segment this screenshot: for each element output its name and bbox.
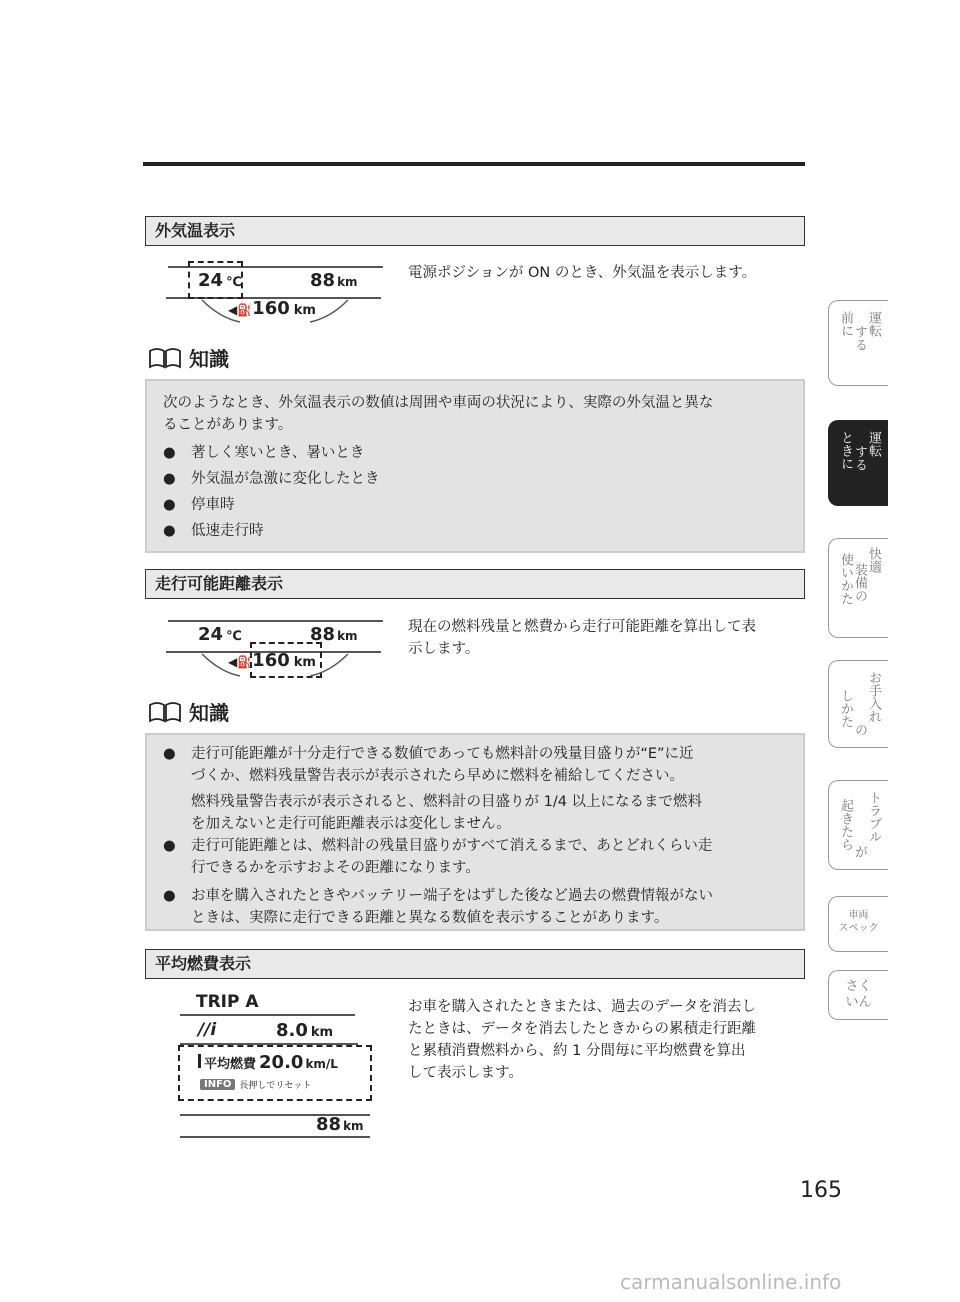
section-title-avg-fuel: 平均燃費表示	[145, 949, 805, 979]
side-tab-specs[interactable]: 車両 スペック	[828, 896, 888, 952]
outside-temp-description: 電源ポジションが ON のとき、外気温を表示します。	[408, 265, 757, 281]
side-tab-while-driving[interactable]: 運転 する ときに	[828, 420, 888, 506]
avg-value: 20.0	[259, 1052, 304, 1073]
knowledge-title-2: 知識	[189, 701, 229, 725]
avg-label: 平均燃費	[204, 1057, 257, 1072]
fuel-pump-icon: ◀⛽	[228, 655, 253, 669]
knowledge-box-1	[145, 379, 805, 553]
section-title-outside-temp: 外気温表示	[145, 216, 805, 246]
display-outside-temp	[160, 256, 390, 326]
knowledge-box-2	[145, 733, 805, 931]
page-number: 165	[800, 1178, 842, 1203]
avg-unit: km/L	[305, 1057, 338, 1071]
odo-unit: km	[337, 629, 358, 643]
list-item: ● 走行可能距離が十分走行できる数値であっても燃料計の残量目盛りが“E”に近 づくか、燃料残量警告表示が表示されたら早めに燃料を補給してください。 燃料残量警告表示が表示されると、燃料計の目盛りが 1/4 以上になるまで燃料 を加えないと走行可能距離表示は変化しません。	[163, 746, 703, 832]
avg-fuel-description: お車を購入されたときまたは、過去のデータを消去し たときは、データを消去したときからの累積走行距離 と累積消費燃料から、約 1 分間毎に平均燃費を算出 して表示します。	[408, 999, 756, 1081]
odo-value: 88	[310, 270, 336, 291]
info-badge: INFO	[200, 1079, 235, 1090]
list-item: ● 走行可能距離とは、燃料計の残量目盛りがすべて消えるまで、あとどれくらい走 行できるかを示すおよその距離になります。	[163, 838, 713, 876]
odo-unit: km	[343, 1119, 364, 1133]
trip-label: TRIP A	[196, 992, 259, 1012]
fuel-pump-icon: ◀⛽	[228, 303, 253, 317]
range-value: 160	[252, 298, 290, 319]
list-item: ● 著しく寒いとき、暑いとき	[163, 445, 365, 461]
odo-value: 88	[310, 624, 336, 645]
side-tab-trouble[interactable]: トラブル が 起きたら	[828, 780, 888, 870]
footer-watermark: carmanualsonline.info	[620, 1270, 842, 1294]
odo-unit: km	[337, 275, 358, 289]
knowledge-1-intro-line-1: 次のようなとき、外気温表示の数値は周囲や車両の状況により、実際の外気温と異な	[163, 395, 714, 411]
list-item: ● お車を購入されたときやバッテリー端子をはずした後など過去の燃費情報がない ときは、実際に走行できる距離と異なる数値を表示することがあります。	[163, 888, 713, 926]
list-item: ● 外気温が急激に変化したとき	[163, 471, 380, 487]
info-text: 長押しでリセット	[239, 1081, 312, 1091]
side-tab-before-driving[interactable]: 運転 する 前に	[828, 300, 888, 386]
temp-value: 24	[198, 624, 224, 645]
top-rule	[143, 162, 805, 166]
range-unit: km	[293, 655, 316, 670]
side-tab-index[interactable]: さく いん	[828, 970, 888, 1020]
section-title-range: 走行可能距離表示	[145, 569, 805, 599]
side-tab-maintenance[interactable]: お手入れ の しかた	[828, 660, 888, 748]
knowledge-title-1: 知識	[189, 347, 229, 371]
range-unit: km	[293, 303, 316, 318]
trip-unit: km	[310, 1025, 334, 1040]
temp-unit: ℃	[226, 629, 242, 644]
book-icon	[147, 699, 183, 725]
range-value: 160	[252, 650, 290, 671]
odo-value: 88	[316, 1114, 342, 1135]
trip-distance: 8.0	[276, 1020, 308, 1041]
list-item: ● 停車時	[163, 497, 235, 513]
side-tab-comfort-equipment[interactable]: 快適 装備の 使いかた	[828, 538, 888, 638]
knowledge-1-intro-line-2: ることがあります。	[163, 417, 293, 433]
display-avg-fuel	[176, 990, 381, 1140]
book-icon	[147, 345, 183, 371]
range-description: 現在の燃料残量と燃費から走行可能距離を算出して表 示します。	[408, 619, 756, 657]
list-item: ● 低速走行時	[163, 523, 264, 539]
temp-unit: ℃	[226, 275, 242, 290]
bar-marker	[198, 1054, 201, 1068]
temp-value: 24	[198, 270, 224, 291]
display-range	[160, 610, 390, 682]
trip-icon: //i	[198, 1020, 217, 1040]
